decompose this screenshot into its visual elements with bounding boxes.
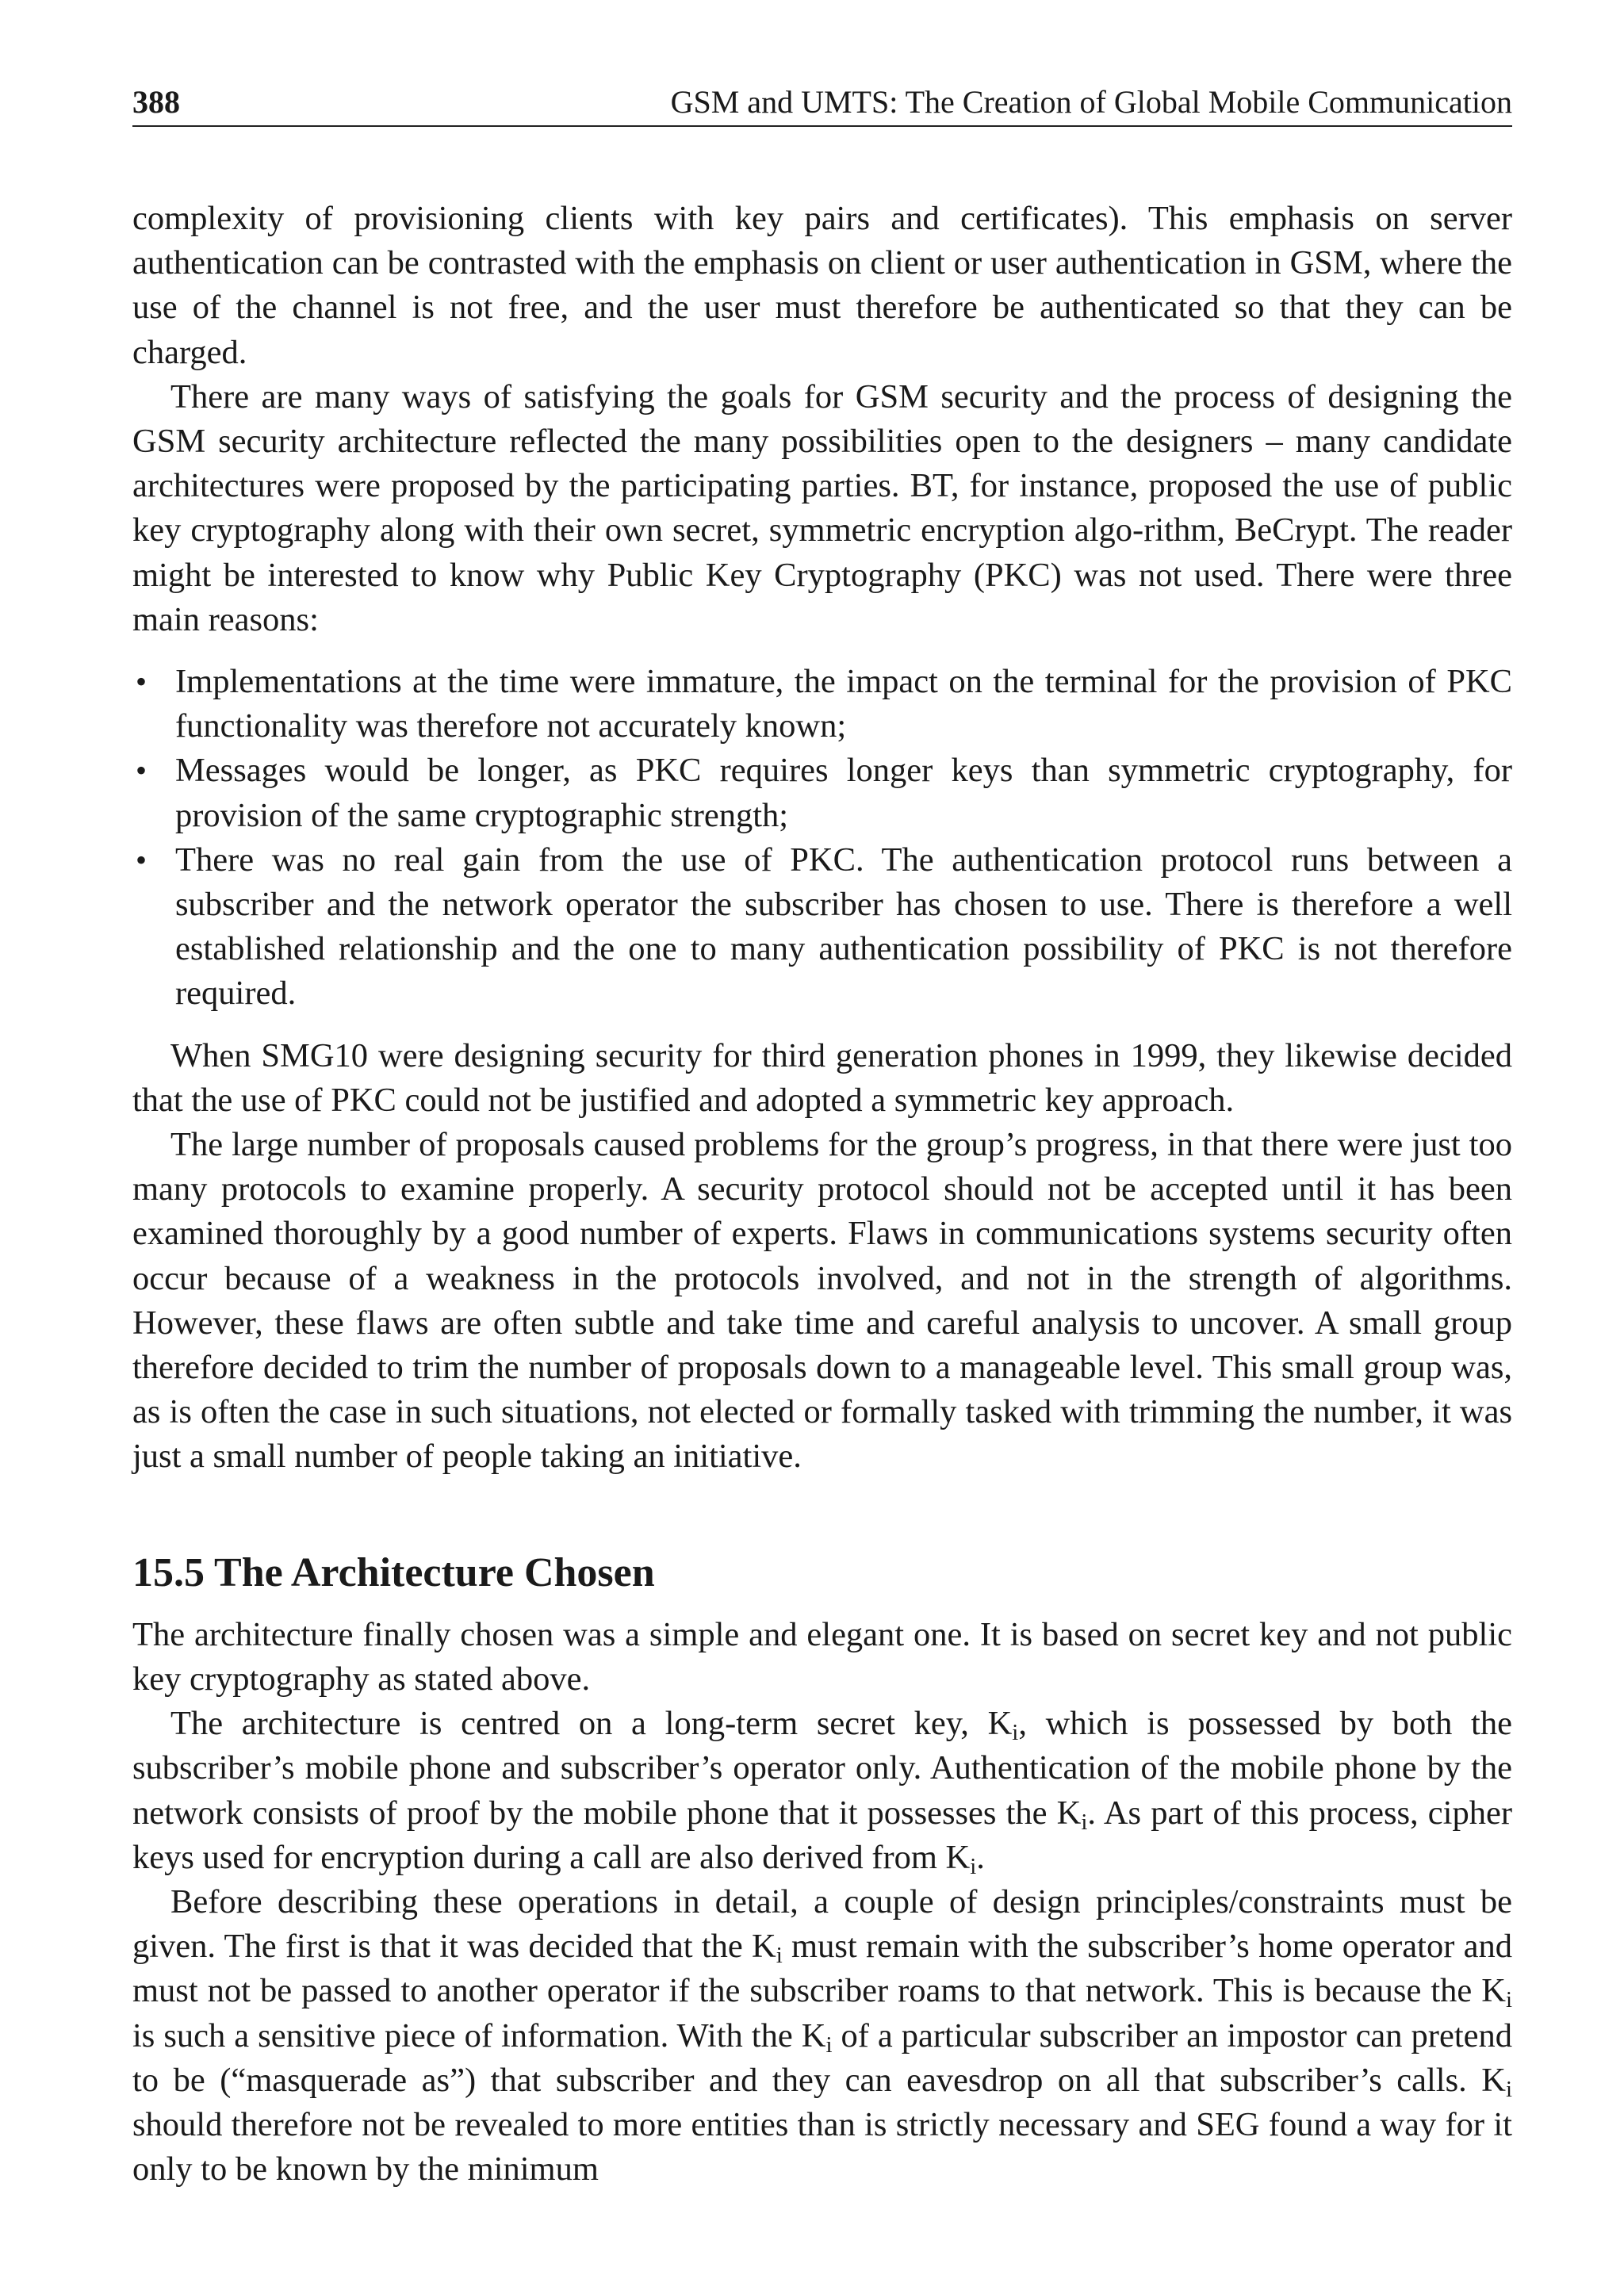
- text-run: is such a sensitive piece of information. With the K: [132, 2016, 826, 2054]
- list-item: [132, 749, 1512, 837]
- list-item-text: Messages would be longer, as PKC requires longer keys than symmetric cryptography, for provision of the same cryptographic strength;: [175, 752, 1512, 834]
- text-run: should therefore not be revealed to more entities than is strictly necessary and SEG found a way for it only to be known by the minimum: [132, 2105, 1512, 2189]
- bullet-icon: •: [136, 752, 147, 789]
- paragraph-2: There are many ways of satisfying the goals for GSM security and the process of designing the GSM security architecture reflected the many possibilities open to the designers – many candidate architectures were proposed by the participating parties. BT, for instance, proposed the use of public key cryptography along with their own secret, symmetric encryption algo-rithm, BeCrypt. The reader might be interested to know why Public Key Cryptography (PKC) was not used. There were three main reasons:: [132, 377, 1512, 638]
- list-item: [132, 838, 1512, 1017]
- key-subscript: i: [776, 1943, 783, 1969]
- list-item-text: There was no real gain from the use of PKC. The authentication protocol runs between a subscriber and the network operator the subscriber has chosen to use. There is therefore a well established relationship and the one to many authentication possibility of PKC is not therefore required.: [175, 841, 1512, 1013]
- paragraph-3: When SMG10 were designing security for third generation phones in 1999, they likewise decided that the use of PKC could not be justified and adopted a symmetric key approach.: [132, 1036, 1512, 1119]
- text-run: , which is possessed by both the subscriber’s mobile phone and subscriber’s operator only. Authentication of the mobile phone by the network consists of proof by the mobile phone that it possesses the K: [132, 1705, 1512, 1832]
- reasons-list: [132, 660, 1512, 1017]
- book-title: GSM and UMTS: The Creation of Global Mobile Communication: [670, 84, 1512, 120]
- paragraph-1: complexity of provisioning clients with key pairs and certificates). This emphasis on server authentication can be contrasted with the emphasis on client or user authentication in GSM, where the use of the channel is not free, and the user must therefore be authenticated so that they can be charged.: [132, 200, 1512, 371]
- text-run: must remain with the subscriber’s home operator and must not be passed to another operator if the subscriber roams to that network. This is because the K: [132, 1928, 1512, 2010]
- key-subscript: i: [970, 1853, 977, 1879]
- paragraph-7: [132, 1880, 1512, 2192]
- key-subscript: i: [825, 2032, 833, 2058]
- key-subscript: i: [1505, 2076, 1512, 2102]
- text-run: .: [976, 1838, 985, 1876]
- list-item-text: Implementations at the time were immature, the impact on the terminal for the provision of PKC functionality was therefore not accurately known;: [175, 663, 1512, 745]
- list-item: [132, 660, 1512, 749]
- page-body: [132, 197, 1512, 2192]
- key-subscript: i: [1012, 1720, 1019, 1746]
- text-run: of a particular subscriber an impostor can pretend to be (“masquerade as”) that subscriber and they can eavesdrop on all that subscriber’s calls. K: [132, 2016, 1512, 2099]
- book-page: [132, 79, 1512, 2192]
- paragraph-6: [132, 1702, 1512, 1880]
- text-run: The architecture is centred on a long-term secret key, K: [170, 1705, 1013, 1743]
- paragraph-5: The architecture finally chosen was a simple and elegant one. It is based on secret key and not public key cryptography as stated above.: [132, 1615, 1512, 1698]
- key-subscript: i: [1081, 1809, 1088, 1835]
- page-number: 388: [132, 84, 180, 120]
- key-subscript: i: [1505, 1987, 1512, 2013]
- paragraph-4: The large number of proposals caused problems for the group’s progress, in that there were just too many protocols to examine properly. A security protocol should not be accepted until it has been examined thoroughly by a good number of experts. Flaws in communications systems security often occur because of a weakness in the protocols involved, and not in the strength of algorithms. However, these flaws are often subtle and take time and careful analysis to uncover. A small group therefore decided to trim the number of proposals down to a manageable level. This small group was, as is often the case in such situations, not elected or formally tasked with trimming the number, it was just a small number of people taking an initiative.: [132, 1126, 1512, 1476]
- bullet-icon: •: [136, 664, 147, 700]
- bullet-icon: •: [136, 841, 147, 878]
- text-run: . As part of this process, cipher keys used for encryption during a call are also derived from K: [132, 1794, 1512, 1876]
- section-heading: 15.5 The Architecture Chosen: [132, 1549, 655, 1595]
- text-run: Before describing these operations in detail, a couple of design principles/constraints must be given. The first is that it was decided that the K: [132, 1882, 1512, 1966]
- running-header: [132, 79, 1512, 127]
